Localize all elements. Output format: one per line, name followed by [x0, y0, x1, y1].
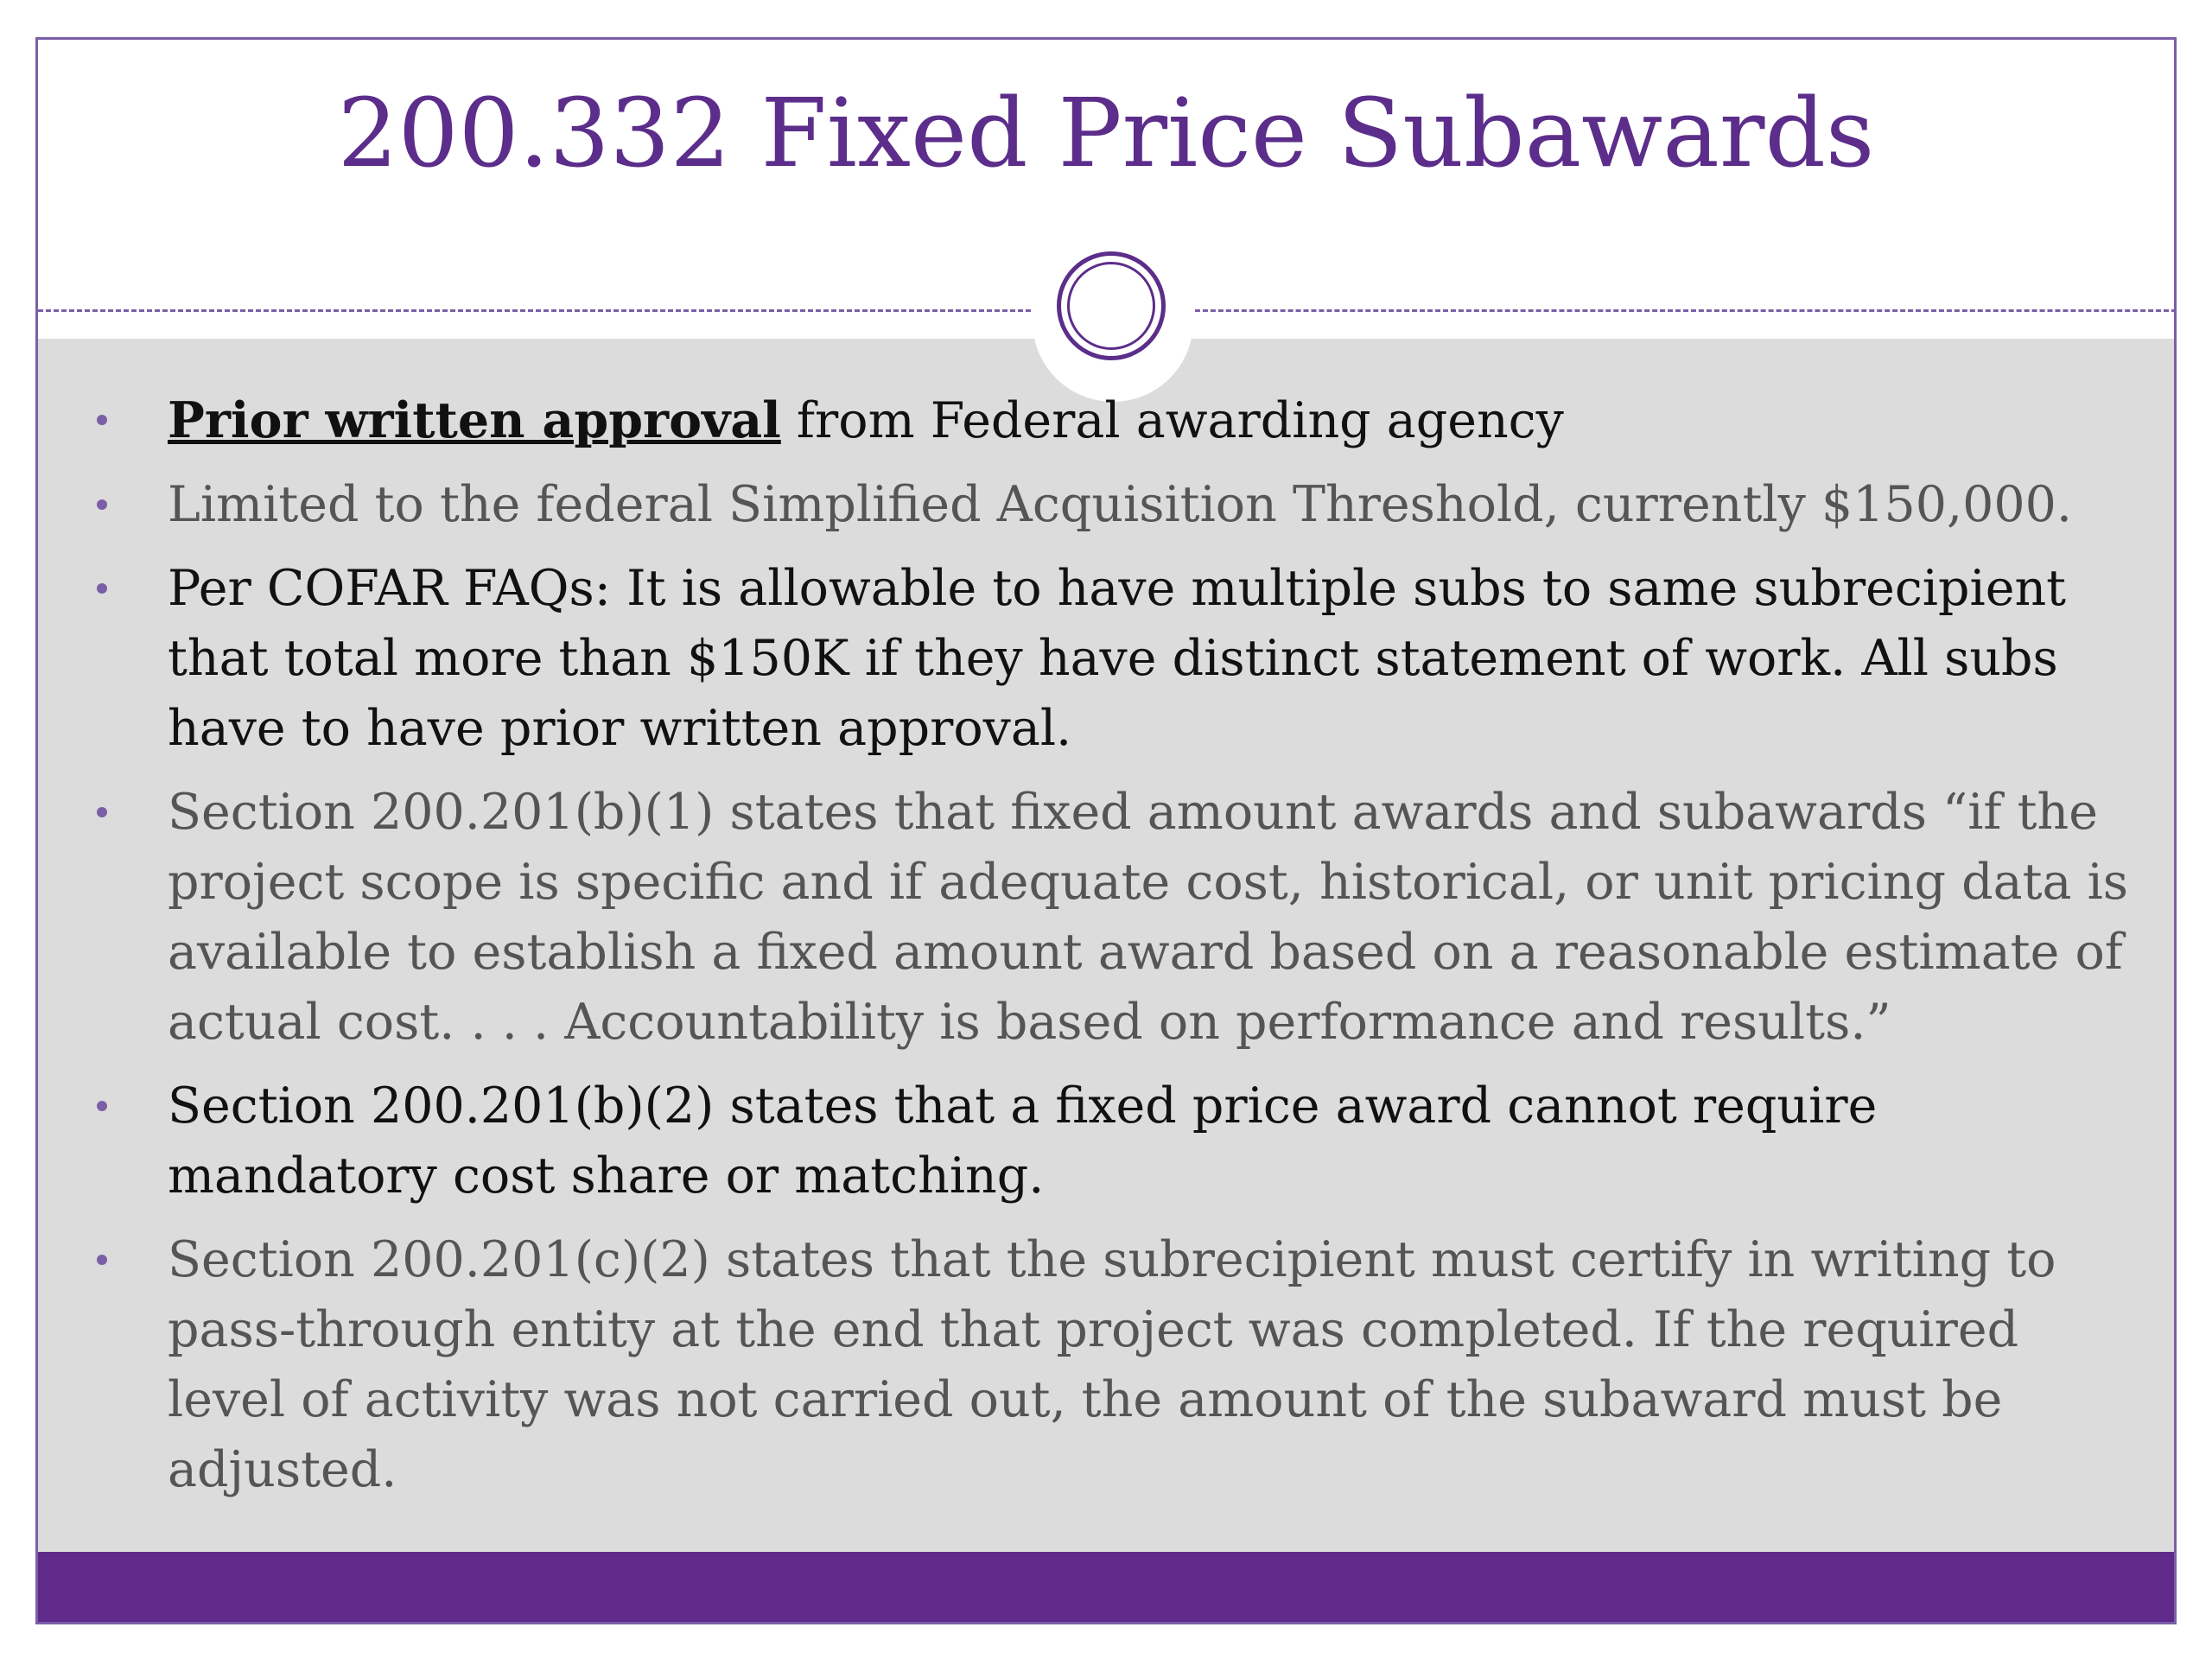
bullet-item-section-b2: [38, 1071, 2174, 1211]
circle-emblem-icon: [1057, 251, 1166, 360]
bullet-text: Per COFAR FAQs: It is allowable to have multiple subs to same subrecipient that total more than $150K if they have distinct statement of work. All subs have to have prior written approval.: [168, 560, 2067, 757]
bullet-dot-icon: [97, 1101, 107, 1111]
bullet-dot-icon: [97, 583, 107, 594]
bullet-text: Section 200.201(c)(2) states that the subrecipient must certify in writing to pass-through entity at the end that project was completed. If the required level of activity was not carried out, the amount of the subaward must be adjusted.: [168, 1231, 2056, 1498]
divider-left: [38, 309, 1039, 312]
slide-title: 200.332 Fixed Price Subawards: [337, 78, 1875, 188]
bullet-item-prior-approval: [38, 385, 2174, 456]
bullet-item-section-c2: [38, 1225, 2174, 1505]
bullet-text: Section 200.201(b)(2) states that a fixed price award cannot require mandatory cost share or matching.: [168, 1077, 1878, 1205]
bullet-text: Limited to the federal Simplified Acquisition Threshold, currently $150,000.: [168, 476, 2073, 533]
bullet-dot-icon: [97, 1255, 107, 1265]
bullet-item-section-b1: [38, 778, 2174, 1058]
slide: [35, 37, 2177, 1624]
footer-bar: [38, 1552, 2174, 1624]
bullet-text: Section 200.201(b)(1) states that fixed amount awards and subawards “if the project scope is specific and if adequate cost, historical, or unit pricing data is available to establish a fixed amount award based on a reasonable estimate of actual cost. . . . Accountability is based on performance and results.”: [168, 784, 2129, 1051]
divider-right: [1187, 309, 2177, 312]
bullet-list: [38, 385, 2174, 1519]
bullet-dot-icon: [97, 807, 107, 817]
bullet-item-threshold: [38, 470, 2174, 540]
bullet-text: from Federal awarding agency: [780, 392, 1564, 449]
bullet-emphasis: Prior written approval: [168, 391, 781, 449]
bullet-dot-icon: [97, 499, 107, 510]
bullet-dot-icon: [97, 415, 107, 425]
bullet-item-cofar-faqs: [38, 554, 2174, 764]
